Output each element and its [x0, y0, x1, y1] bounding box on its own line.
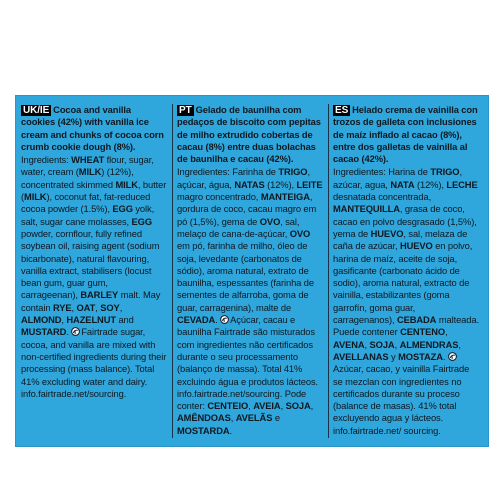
allergen-text: CEBADA: [396, 315, 437, 326]
ingredient-text: ,: [310, 401, 314, 412]
fairtrade-mark-icon: [220, 315, 229, 324]
allergen-text: SOY: [100, 302, 120, 313]
allergen-text: SOJA: [285, 401, 311, 412]
allergen-text: MUSTARD: [21, 327, 67, 338]
ingredient-text: ,: [230, 413, 236, 424]
ingredient-text: ,: [61, 315, 67, 326]
ingredient-text: .: [215, 315, 221, 326]
ingredient-text: em pó, farinha de milho, óleo de soja, levedante (carbonatos de sódio), aroma natural, extrato de baunilha, espessantes (farinha de sementes de alfarroba, goma de guar, carragenina), malte de: [177, 241, 314, 313]
ingredient-text: ,: [248, 401, 254, 412]
allergen-text: NATAS: [234, 179, 265, 190]
ingredient-text: , sal, melaço de cana-de-açúcar,: [177, 216, 300, 239]
language-tag: ES: [335, 105, 349, 116]
ingredient-text: and: [115, 315, 134, 326]
fairtrade-mark-icon: [448, 352, 457, 361]
allergen-text: EGG: [112, 204, 133, 215]
ingredients-text: [177, 166, 323, 437]
allergen-text: TRIGO: [278, 167, 308, 178]
column-divider: [172, 104, 173, 438]
fairtrade-mark-icon: [71, 327, 80, 336]
allergen-text: TRIGO: [430, 167, 460, 178]
allergen-text: MOSTARDA: [177, 425, 230, 436]
allergen-text: LECHE: [446, 179, 478, 190]
ingredient-text: , butter (: [21, 179, 167, 203]
ingredient-text: en polvo, harina de maíz, aceite de soja, gasificante (carbonato ácido de sodio), aroma natural, extracto de vainilla, estabilizantes (goma garrofín, goma guar, carragenanos),: [333, 241, 473, 326]
allergen-text: BARLEY: [80, 290, 119, 301]
ingredient-text: .: [229, 425, 232, 436]
ingredient-text: ,: [445, 327, 448, 338]
allergen-text: MILK: [78, 167, 102, 178]
ingredients-text: [21, 154, 167, 400]
ingredient-text: .: [442, 351, 448, 362]
ingredient-text: , azúcar, agua,: [333, 167, 462, 190]
ingredient-text: ) (12%), concentrated skimmed: [21, 167, 134, 190]
ingredient-text: , açúcar, água,: [177, 167, 310, 190]
ingredient-text: ,: [394, 339, 400, 350]
allergen-text: MANTEIGA: [260, 192, 310, 203]
ingredient-text: y: [388, 351, 399, 362]
allergen-text: CEVADA: [177, 315, 216, 326]
ingredient-text: Ingredients:: [21, 155, 72, 166]
allergen-text: AVELLANAS: [333, 351, 389, 362]
allergen-text: MILK: [24, 192, 47, 203]
allergen-text: AVELÃS: [235, 413, 273, 424]
product-description: Helado crema de vainilla con trozos de galleta con inclusiones de maíz inflado al cacao (8%), entre dos galletas de vainilla al cacao (42%).: [333, 105, 478, 165]
allergen-text: CENTENO: [400, 327, 446, 338]
ingredient-text: ,: [280, 401, 286, 412]
ingredient-text: ,: [458, 339, 461, 350]
ingredient-text: flour, sugar, water, cream (: [21, 155, 154, 178]
ingredient-text: ,: [119, 302, 123, 313]
column-pt: [177, 104, 323, 437]
allergen-text: OAT: [76, 302, 96, 313]
allergen-text: ALMOND: [21, 315, 62, 326]
product-description: Gelado de baunilha com pedaços de biscoito com pepitas de milho extrudido cobertas de cacau (8%) entre duas bolachas de baunilha e cacau (42%).: [177, 105, 321, 165]
ingredient-text: powder, cornflour, fully refined soybean oil, raising agent (sodium bicarbonate), natural flavouring, vanilla extract, stabilisers (locust bean gum, guar gum, carrageenan),: [21, 228, 160, 301]
column-divider: [328, 104, 329, 438]
ingredient-text: e: [272, 413, 280, 424]
allergen-text: SOJA: [369, 339, 395, 350]
ingredient-text: Fairtrade sugar, cocoa, and vanilla are mixed with non-certified ingredients during their processing (mass balance). Total 41% excluding water and dairy. info.fairtrade.net/sourcing.: [21, 327, 167, 399]
allergen-text: LEITE: [296, 179, 323, 190]
ingredient-text: ,: [364, 339, 370, 350]
allergen-text: AMÊNDOAS: [177, 413, 231, 424]
ingredient-text: malteada. Puede contener: [333, 315, 479, 338]
ingredient-text: (12%),: [414, 179, 447, 190]
allergen-text: MANTEQUILLA: [333, 204, 400, 215]
ingredient-text: Açúcar, cacau e baunilha Fairtrade são misturados com ingredientes não certificados durante o seu processamento (balanço de massa). Total 41% excluindo água e produtos lácteos. info.fairtrade.net/sourcing. Pode conter:: [177, 315, 319, 412]
allergen-text: NATA: [390, 179, 415, 190]
ingredient-text: (12%),: [264, 179, 297, 190]
language-tag: PT: [179, 105, 192, 116]
ingredient-text: magro concentrado,: [177, 192, 261, 203]
ingredient-text: .: [66, 327, 72, 338]
ingredients-label-panel: [15, 95, 489, 447]
allergen-text: OVO: [259, 216, 281, 227]
allergen-text: AVENA: [333, 339, 365, 350]
ingredient-text: ,: [71, 302, 77, 313]
ingredient-text: ,: [95, 302, 101, 313]
allergen-text: OVO: [289, 228, 311, 239]
allergen-text: MOSTAZA: [398, 351, 443, 362]
ingredient-text: Ingredientes: Farinha de: [177, 167, 279, 178]
ingredient-text: , gordura de coco, cacau magro em pó (1,5%), gema de: [177, 192, 317, 227]
allergen-text: HUEVO: [399, 241, 433, 252]
ingredient-text: Ingredientes: Harina de: [333, 167, 431, 178]
ingredient-text: , sal, melaza de caña de azúcar,: [333, 228, 468, 252]
allergen-text: HUEVO: [370, 228, 404, 239]
allergen-text: ALMENDRAS: [399, 339, 459, 350]
language-tag: UK/IE: [23, 105, 50, 116]
allergen-text: EGG: [131, 216, 152, 227]
allergen-text: HAZELNUT: [66, 315, 116, 326]
column-es: [333, 104, 479, 437]
ingredient-text: , grasa de coco, cacao en polvo desgrasado (1,5%), yema de: [333, 204, 477, 239]
ingredient-text: desnatada concentrada,: [333, 192, 432, 203]
ingredient-text: malt. May contain: [21, 290, 161, 313]
allergen-text: CENTEIO: [207, 401, 249, 412]
column-uk-ie: [21, 104, 167, 400]
allergen-text: RYE: [52, 302, 72, 313]
allergen-text: AVEIA: [253, 401, 281, 412]
allergen-text: WHEAT: [71, 155, 105, 166]
ingredients-text: [333, 166, 479, 437]
allergen-text: MILK: [115, 179, 138, 190]
product-description: Cocoa and vanilla cookies (42%) with vanilla ice cream and chunks of cocoa corn crumb cookie dough (8%).: [21, 105, 164, 152]
ingredient-text: yolk, salt, sugar cane molasses,: [21, 204, 155, 227]
ingredient-text: Azúcar, cacao, y vainilla Fairtrade se mezclan con ingredientes no certificados durante su proceso (balance de masas). 41% total excluyendo agua y lácteos. info.fairtrade.net/ sourcing.: [333, 364, 470, 436]
ingredient-text: ), coconut fat, fat-reduced cocoa powder (1.5%),: [21, 192, 151, 215]
